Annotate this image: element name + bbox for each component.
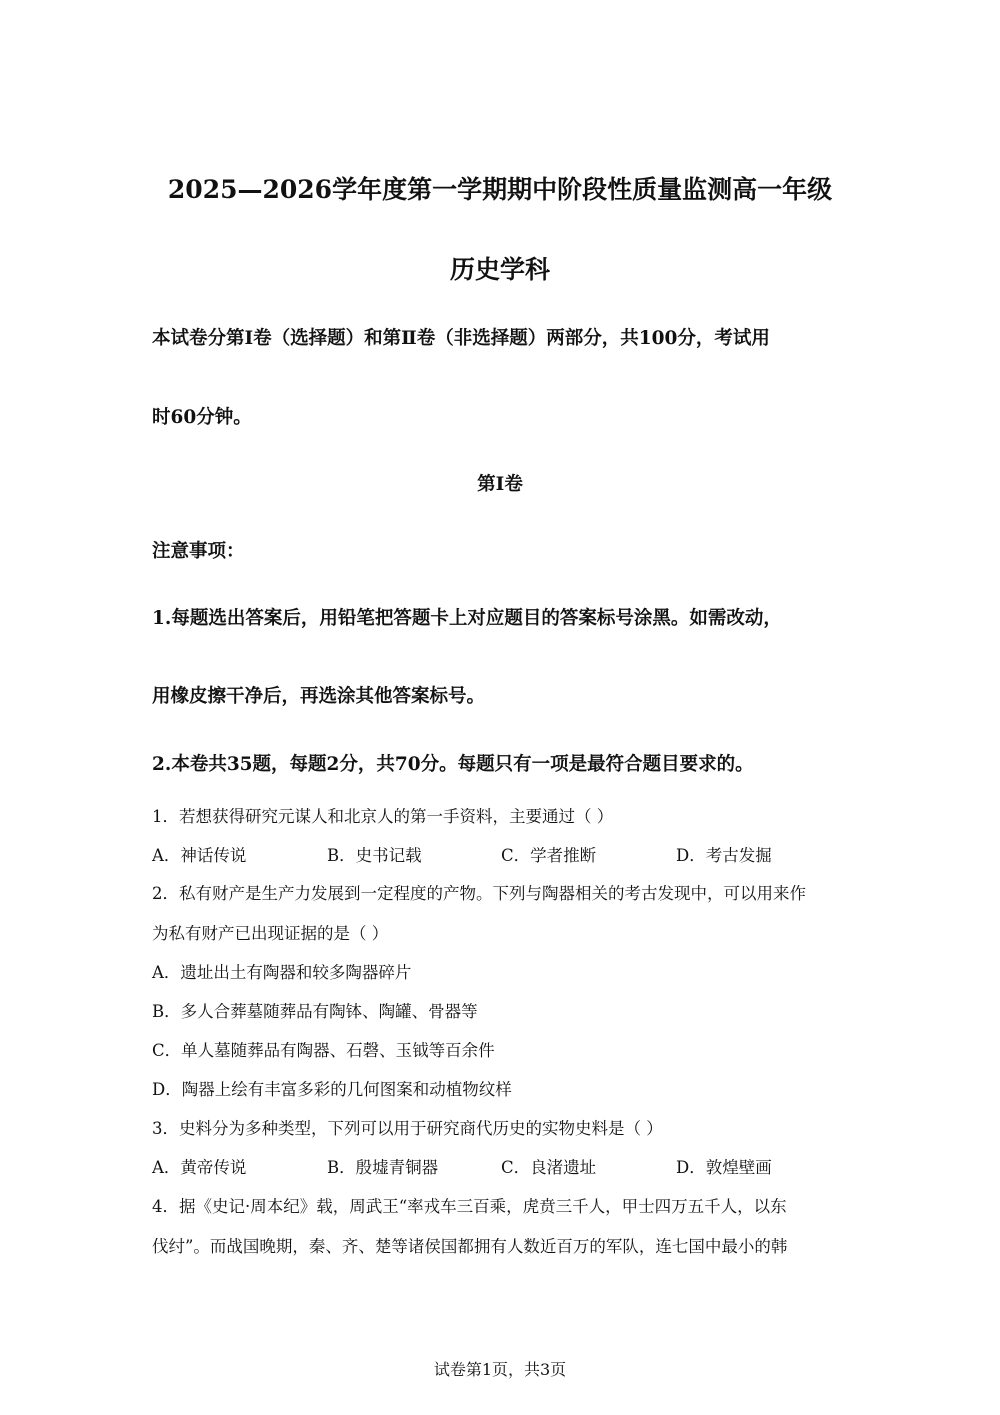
question-4-stem-line-1: 4．据《史记·周本纪》载，周武王“率戎车三百乘，虎贲三千人，甲士四万五千人，以东 [152, 1197, 787, 1216]
intro-line-2: 时60分钟。 [152, 407, 252, 428]
section-heading: 第Ⅰ卷 [477, 474, 523, 495]
question-4-stem-line-2: 伐纣”。而战国晚期，秦、齐、楚等诸侯国都拥有人数近百万的军队，连七国中最小的韩 [152, 1237, 788, 1256]
question-2-stem-line-2: 为私有财产已出现证据的是（ ） [152, 924, 389, 943]
question-3-stem: 3．史料分为多种类型，下列可以用于研究商代历史的实物史料是（ ） [152, 1119, 663, 1138]
question-2-option-c: C．单人墓随葬品有陶器、石磬、玉钺等百余件 [152, 1041, 495, 1060]
question-1-stem: 1．若想获得研究元谋人和北京人的第一手资料，主要通过（ ） [152, 807, 614, 826]
question-2-stem-line-1: 2．私有财产是生产力发展到一定程度的产物。下列与陶器相关的考古发现中，可以用来作 [152, 884, 806, 903]
question-3-option-d: D．敦煌壁画 [676, 1158, 772, 1177]
notice-heading: 注意事项： [152, 541, 245, 562]
question-2-option-b: B．多人合葬墓随葬品有陶钵、陶罐、骨器等 [152, 1002, 478, 1021]
subject-title: 历史学科 [449, 255, 550, 284]
question-1-option-b: B．史书记载 [327, 846, 422, 865]
question-1-option-a: A．神话传说 [152, 846, 247, 865]
notice-1-line-1: 1.每题选出答案后，用铅笔把答题卡上对应题目的答案标号涂黑。如需改动， [152, 608, 782, 629]
notice-2: 2.本卷共35题，每题2分，共70分。每题只有一项是最符合题目要求的。 [152, 754, 754, 775]
intro-line-1: 本试卷分第Ⅰ卷（选择题）和第Ⅱ卷（非选择题）两部分，共100分，考试用 [152, 328, 770, 349]
question-3-option-c: C．良渚遗址 [501, 1158, 597, 1177]
question-1-option-d: D．考古发掘 [676, 846, 772, 865]
question-1-option-c: C．学者推断 [501, 846, 597, 865]
exam-title: 2025—2026学年度第一学期期中阶段性质量监测高一年级 [167, 175, 833, 204]
question-2-option-a: A．遗址出土有陶器和较多陶器碎片 [152, 963, 412, 982]
page-footer: 试卷第1页，共3页 [433, 1360, 567, 1379]
question-3-option-b: B．殷墟青铜器 [327, 1158, 439, 1177]
question-3-option-a: A．黄帝传说 [152, 1158, 247, 1177]
question-2-option-d: D．陶器上绘有丰富多彩的几何图案和动植物纹样 [152, 1080, 512, 1099]
notice-1-line-2: 用橡皮擦干净后，再选涂其他答案标号。 [152, 686, 486, 707]
